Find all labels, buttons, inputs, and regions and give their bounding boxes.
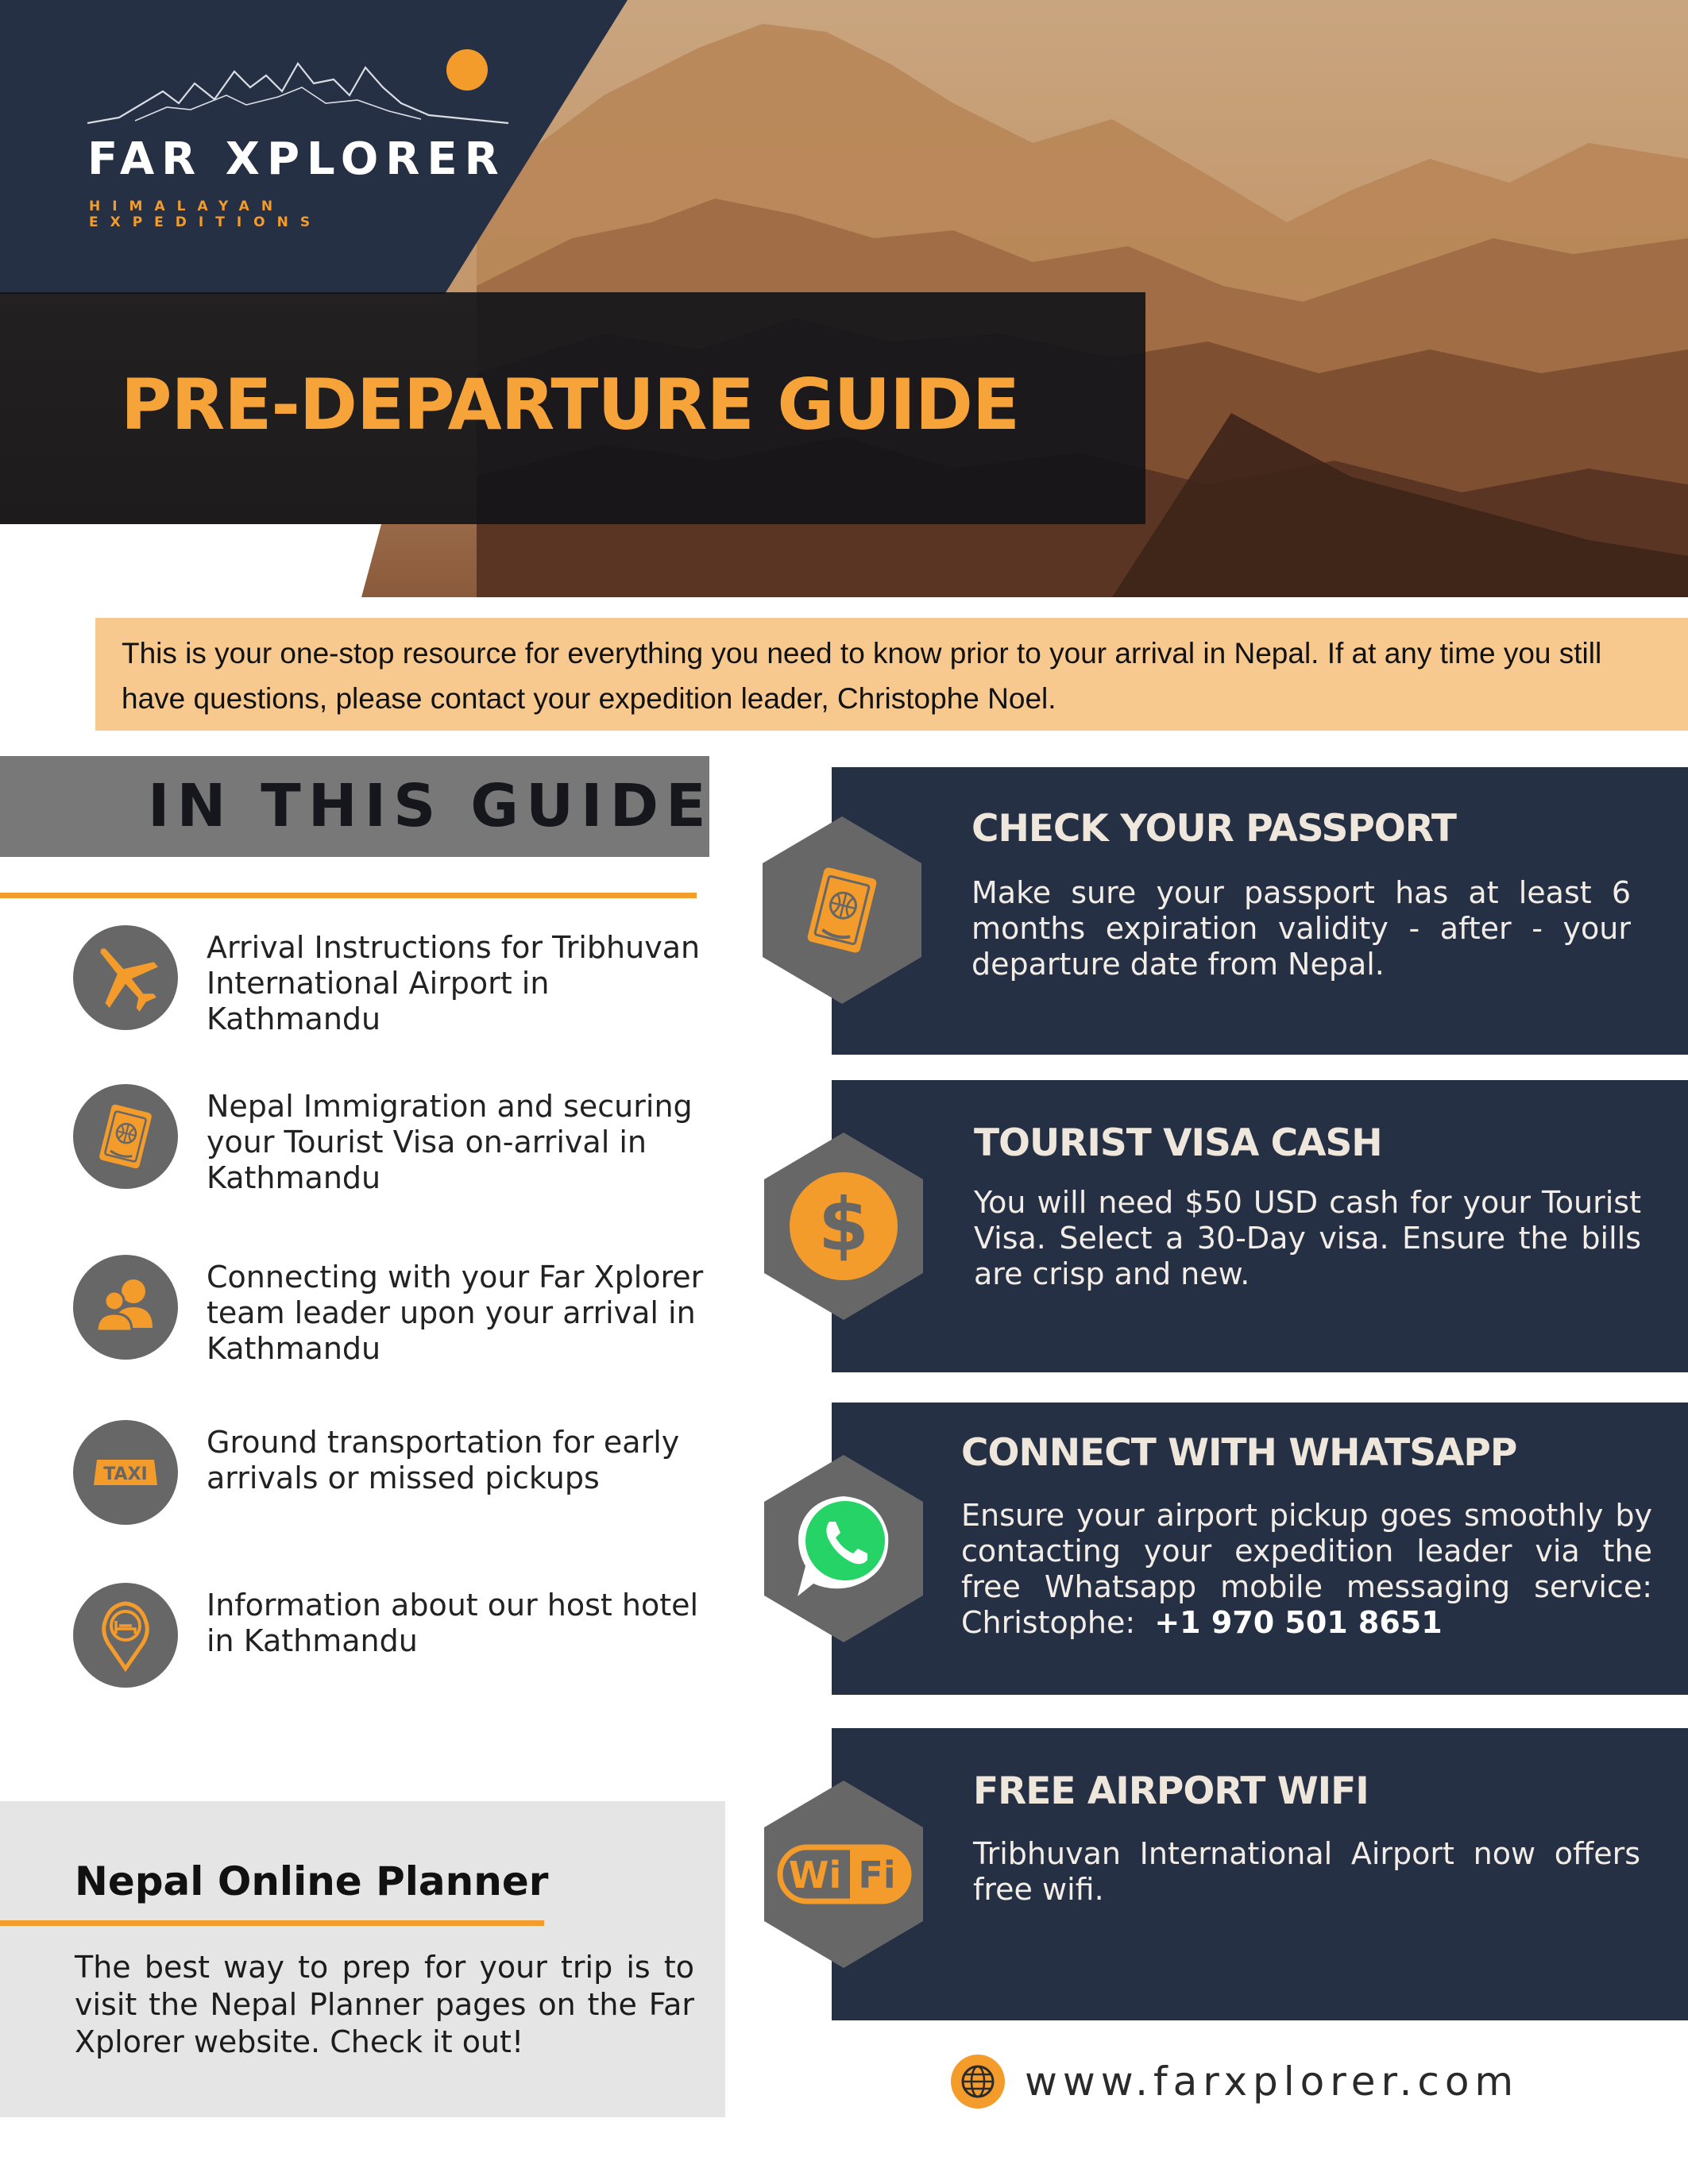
card-text: You will need $50 USD cash for your Tourist Visa. Select a 30-Day visa. Ensure the bills are crisp and new. — [974, 1185, 1641, 1291]
guide-item-text: Connecting with your Far Xplorer team leader upon your arrival in Kathmandu — [207, 1260, 704, 1366]
card-title: FREE AIRPORT WIFI — [973, 1769, 1369, 1813]
card-passport — [832, 767, 1688, 1055]
hero-banner — [0, 0, 1688, 597]
guide-heading: IN THIS GUIDE — [148, 772, 713, 840]
planner-divider — [0, 1920, 544, 1926]
brand-logo — [87, 48, 508, 230]
passport-icon — [763, 816, 921, 1004]
brand-name: FAR XPLORER — [87, 133, 506, 185]
guide-item-text: Nepal Immigration and securing your Tourist Visa on-arrival in Kathmandu — [207, 1089, 693, 1195]
card-title: CHECK YOUR PASSPORT — [971, 807, 1456, 851]
card-visa-cash — [832, 1080, 1688, 1372]
planner-text: The best way to prep for your trip is to visit the Nepal Planner pages on the Far Xplorer website. Check it out! — [75, 1950, 694, 2059]
divider — [0, 893, 697, 898]
brand-tagline: HIMALAYAN EXPEDITIONS — [89, 199, 323, 230]
guide-item-text: Information about our host hotel in Kathmandu — [207, 1588, 699, 1658]
card-title: TOURIST VISA CASH — [974, 1121, 1382, 1165]
intro-banner: This is your one-stop resource for everything you need to know prior to your arrival in Nepal. If at any time you still have questions, please contact your expedition leader, Christophe Noel. — [95, 618, 1688, 731]
hotel-pin-icon — [73, 1583, 178, 1688]
card-text — [961, 1498, 1652, 1641]
planner-box — [0, 1801, 725, 2117]
globe-icon — [950, 2054, 1006, 2109]
people-icon — [73, 1255, 178, 1360]
wifi-icon — [764, 1781, 923, 1968]
website-link[interactable]: www.farxplorer.com — [1025, 2059, 1520, 2105]
passport-icon — [73, 1084, 178, 1189]
card-text: Tribhuvan International Airport now offers free wifi. — [973, 1836, 1640, 1907]
planner-title: Nepal Online Planner — [75, 1858, 549, 1904]
guide-item-text: Ground transportation for early arrivals or missed pickups — [207, 1425, 680, 1495]
airplane-icon — [73, 925, 178, 1030]
card-wifi — [832, 1728, 1688, 2020]
whatsapp-icon — [764, 1455, 923, 1642]
taxi-icon — [73, 1420, 178, 1525]
guide-item-text: Arrival Instructions for Tribhuvan International Airport in Kathmandu — [207, 930, 701, 1036]
whatsapp-phone-number[interactable]: +1 970 501 8651 — [1154, 1605, 1443, 1640]
mountain-logo-icon — [87, 48, 508, 127]
card-text-body: Ensure your airport pickup goes smoothly by contacting your expedition leader via the free Whatsapp mobile messaging service: Christophe: — [961, 1498, 1652, 1640]
dollar-icon — [764, 1133, 923, 1320]
svg-text:$: $ — [817, 1183, 870, 1268]
wifi-label-fi: Fi — [858, 1854, 896, 1897]
card-whatsapp — [832, 1403, 1688, 1695]
taxi-label: TAXI — [103, 1464, 148, 1484]
card-title: CONNECT WITH WHATSAPP — [961, 1431, 1517, 1475]
page-title: PRE-DEPARTURE GUIDE — [121, 364, 1019, 446]
wifi-label-wi: Wi — [788, 1854, 842, 1897]
guide-heading-box — [0, 756, 713, 857]
card-text: Make sure your passport has at least 6 months expiration validity - after - your departure date from Nepal. — [971, 875, 1631, 982]
